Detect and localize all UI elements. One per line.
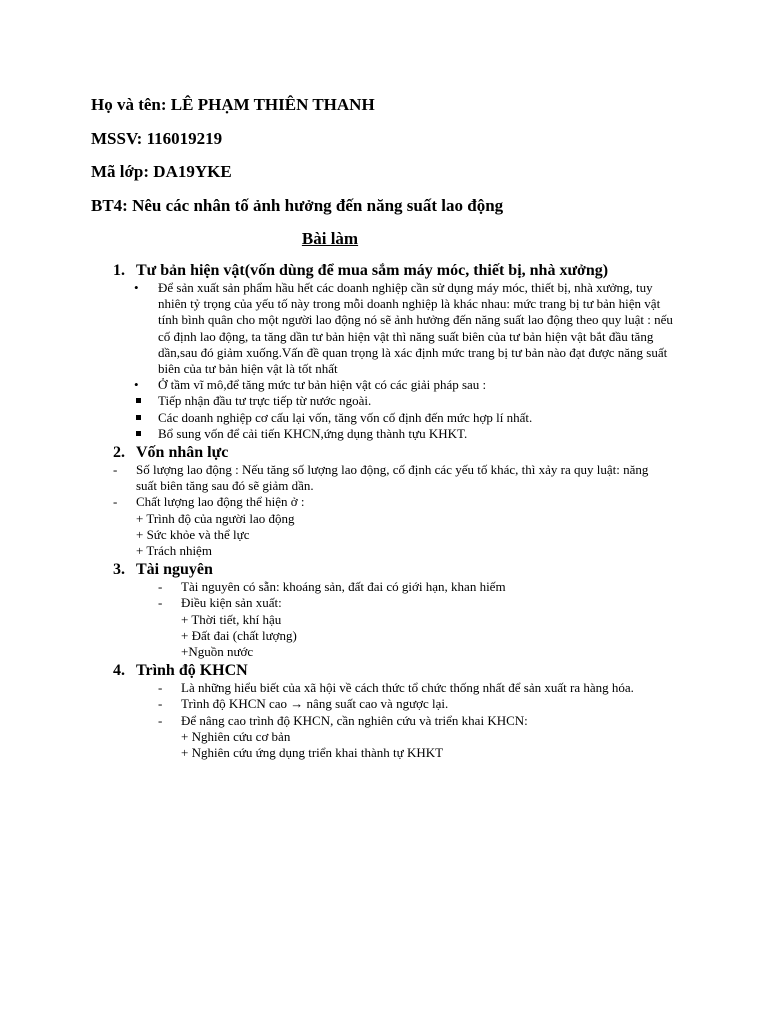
list-item (0, 377, 768, 393)
sub-item: + Trình độ của người lao động (136, 510, 295, 526)
list-item (0, 393, 768, 409)
sub-item: + Trách nhiệm (136, 543, 212, 559)
class-code-line: Mã lớp: DA19YKE (91, 162, 232, 181)
section-number: 2. (113, 444, 125, 462)
section-3-heading (0, 561, 768, 579)
list-item (0, 595, 768, 611)
list-item-text: Ở tầm vĩ mô,để tăng mức tư bản hiện vật có các giải pháp sau : (158, 377, 487, 393)
sub-item: + Đất đai (chất lượng) (181, 627, 297, 643)
section-number: 3. (113, 561, 125, 579)
dash-marker: - (158, 579, 163, 595)
list-item (0, 579, 768, 595)
list-item-text: Các doanh nghiệp cơ cấu lại vốn, tăng vốn cố định đến mức hợp lí nhất. (158, 409, 533, 425)
section-1-heading (0, 262, 768, 280)
sub-item: + Nghiên cứu ứng dụng triển khai thành tự KHKT (181, 745, 444, 761)
list-item-text: Để nâng cao trình độ KHCN, cần nghiên cứu và triển khai KHCN: (181, 712, 528, 728)
section-title: Tài nguyên (136, 561, 213, 579)
list-item-text: Tài nguyên có sẵn: khoáng sản, đất đai có giới hạn, khan hiếm (181, 579, 506, 595)
list-item-text: Bổ sung vốn để cải tiến KHCN,ứng dụng thành tựu KHKT. (158, 425, 468, 441)
sub-item: +Nguồn nước (181, 644, 254, 660)
list-item-text: Tiếp nhận đầu tư trực tiếp từ nước ngoài. (158, 393, 372, 409)
square-bullet-icon (136, 431, 141, 436)
list-item-text: Để sản xuất sản phẩm hầu hết các doanh nghiệp cần sử dụng máy móc, thiết bị, nhà xưởng, tuy nhiên tỷ trọng của yếu tố này trong mỗi doanh nghiệp là khác nhau: mức trang bị tư bản hiện vật tính bình quân cho một người lao động nó sẽ ảnh hưởng đến năng suất lao động theo quy luật : nếu cố định lao động, ta tăng dần tư bản hiện vật thì năng suất biên của tư bản hiện vật bắt đầu tăng dần,sau đó giảm xuống.Vấn đề quan trọng là xác định mức trang bị tư bản nào đạt được năng suất biên của tư bản hiện vật là tốt nhất (158, 280, 673, 377)
section-2-heading (0, 444, 768, 462)
student-id-line: MSSV: 116019219 (91, 129, 223, 148)
list-item (0, 426, 768, 442)
dash-marker: - (113, 462, 118, 478)
section-title: Tư bản hiện vật(vốn dùng để mua sắm máy móc, thiết bị, nhà xưởng) (136, 262, 609, 279)
list-item-text: Chất lượng lao động thể hiện ở : (136, 494, 305, 510)
dash-marker: - (158, 595, 163, 611)
list-item (0, 713, 768, 729)
bullet-dot-icon: • (134, 377, 139, 393)
list-item (0, 696, 768, 712)
list-item (0, 280, 768, 377)
square-bullet-icon (136, 415, 141, 420)
assignment-line: BT4: Nêu các nhân tố ảnh hưởng đến năng suất lao động (91, 196, 504, 215)
list-item-text: Trình độ KHCN cao → nâng suất cao và ngược lại. (181, 696, 449, 712)
section-title: Vốn nhân lực (136, 444, 229, 462)
answer-body (0, 262, 768, 761)
list-item (0, 680, 768, 696)
dash-marker: - (158, 680, 163, 696)
sub-item: + Nghiên cứu cơ bản (181, 728, 291, 744)
bullet-dot-icon: • (134, 280, 139, 295)
student-name-line: Họ và tên: LÊ PHẠM THIÊN THANH (91, 95, 375, 114)
list-item-text: Là những hiểu biết của xã hội về cách thức tổ chức thống nhất để sản xuất ra hàng hóa. (181, 680, 634, 696)
list-item-text: Số lượng lao động : Nếu tăng số lượng lao động, cố định các yếu tố khác, thì xảy ra quy luật: năng suất biên tăng sau đó sẽ giảm dần. (136, 462, 649, 494)
list-item (0, 462, 768, 494)
list-item-text: Điều kiện sản xuất: (181, 595, 282, 611)
section-number: 4. (113, 662, 125, 680)
dash-marker: - (113, 494, 118, 510)
section-number: 1. (113, 262, 125, 279)
list-item (0, 494, 768, 510)
section-title: Trình độ KHCN (136, 662, 248, 680)
doc-title: Bài làm (301, 229, 359, 248)
dash-marker: - (158, 712, 163, 728)
sub-item: + Thời tiết, khí hậu (181, 611, 282, 627)
dash-marker: - (158, 696, 163, 712)
sub-item: + Sức khỏe và thể lực (136, 526, 250, 542)
list-item (0, 410, 768, 426)
square-bullet-icon (136, 398, 141, 403)
section-4-heading (0, 662, 768, 680)
